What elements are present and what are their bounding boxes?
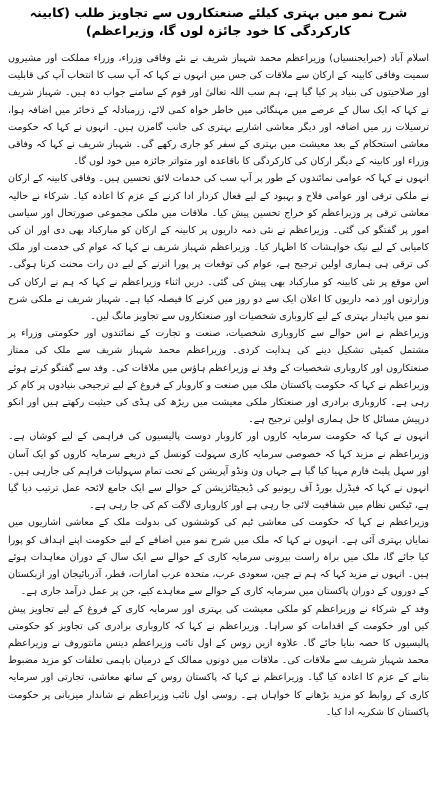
article-paragraph-3: وزیراعظم نے اس حوالے سے کاروباری شخصیات، صنعت و تجارت کے نمائندوں اور حکومتی وزراء پر مشتمل کمیٹی تشکیل دینے کی ہدایت کردی۔ وزیراعظم محمد شہباز شریف سے ملک کی ممتاز صنعتکاروں اور کاروباری شخصیات کے وفد نے وزیراعظم ہاؤس میں ملاقات کی۔ وفد سے گفتگو کرتے ہوئے وزیراعظم نے کہا کہ حکومت پاکستان ملک میں صنعت و کاروبار کے فروغ کے لیے ترجیحی بنیادوں پر کام کر رہی ہے۔ کاروباری برادری اور صنعتکار ملکی معیشت میں ریڑھ کی ہڈی کی حیثیت رکھتے ہیں اور انکو درپیش مسائل کا حل ہماری اولین ترجیح ہے۔ bbox=[8, 328, 429, 426]
article-paragraph-4: انہوں نے کہا کہ حکومت سرمایہ کاروں اور کاروبار دوست پالیسیوں کی فراہمی کے لیے کوشاں ہے۔ وزیراعظم نے مزید کہا کہ خصوصی سرمایہ کاری سہولت کونسل کے ذریعے سرمایہ کاروں کو ایک آسان اور سہل پلیٹ فارم مہیا کیا گیا ہے جہاں ون ونڈو آپریشن کے تحت تمام سہولیات فراہم کی جارہی ہیں۔ انہوں نے کہا کہ فیڈرل بورڈ آف ریونیو کی ڈیجیٹائزیشن کے حوالے سے ایک جامع لائحہ عمل ترتیب دیا گیا ہے، ٹیکس نظام میں شفافیت لائی جا رہی ہے اور کاروباری لاگت کم کی جا رہی ہے۔ bbox=[8, 431, 429, 512]
headline: شرح نمو میں بہتری کیلئے صنعتکاروں سے تجاویز طلب (کابینہ کارکردگی کا خود جائزہ لوں گا، وزیراعظم) bbox=[29, 5, 408, 38]
article-paragraph-5: وزیراعظم نے کہا کہ حکومت کی معاشی ٹیم کی کوششوں کی بدولت ملک کے معاشی اشاریوں میں نمایاں بہتری آئی ہے۔ انہوں نے کہا کہ ملک میں شرح نمو میں اضافے کے لیے حکومت اپنے اہداف کو پورا کیا جائے گا، ملک میں براہ راست بیرونی سرمایہ کاری کے حوالے سے ایک سال کے دوران معاہدات ہوئے ہیں۔ انہوں نے مزید کہا کہ ہم نے چین، سعودی عرب، متحدہ عرب امارات، قطر، آذربائیجان اور ازبکستان کے دوروں کے دوران پاکستان میں سرمایہ کاری کے حوالے سے معاہدے کیے، جن پر عمل درآمد جاری ہے۔ bbox=[8, 517, 429, 598]
article-paragraph-1: اسلام آباد (خبرایجنسیاں) وزیراعظم محمد شہباز شریف نے نئے وفاقی وزراء، وزراء مملکت اور مشیروں سمیت وفاقی کابینہ کے ارکان سے ملاقات کی جس میں انہوں نے کہا کہ آپ سب کا انتخاب آپ کی قابلیت اور صلاحیتوں کی بنیاد پر کیا گیا ہے، ہم سب اللہ تعالیٰ اور قوم کے سامنے جواب دہ ہیں۔ شہباز شریف نے کہا کہ ایک سال کے عرصے میں مہنگائی میں خاطر خواہ کمی لائے، زرمبادلہ کے ذخائر میں اضافہ ہوا، ترسیلات زر میں اضافہ اور دیگر معاشی اشاریے بہتری کی جانب گامزن ہیں۔ انہوں نے کہا کہ حکومت معاشی استحکام کے بعد معیشت میں بہتری کے سفر کو جاری رکھے گی۔ شہباز شریف نے کہا کہ وفاقی وزراء اور کابینہ کے دیگر ارکان کی کارکردگی کا باقاعدہ اور متواتر جائزہ میں خود لوں گا۔ bbox=[8, 53, 429, 168]
article-paragraph-6: وفد کے شرکاء نے وزیراعظم کو ملکی معیشت کی بہتری اور سرمایہ کاری کے فروغ کے لیے تجاویز پیش کیں اور حکومت کے اقدامات کو سراہا۔ وزیراعظم نے کہا کہ کاروباری برادری کی تجاویز کو حکومتی پالیسیوں کا حصہ بنایا جائے گا۔ علاوہ ازیں روس کے اول نائب وزیراعظم دینس مانتوروف نے وزیراعظم محمد شہباز شریف سے ملاقات کی۔ ملاقات میں دونوں ممالک کے درمیان باہمی تعلقات کو مزید مضبوط بنانے کے عزم کا اعادہ کیا گیا۔ وزیراعظم نے کہا کہ پاکستان روس کے ساتھ معاشی، تجارتی اور سرمایہ کاری کے روابط کو مزید بڑھانے کا خواہاں ہے۔ روسی اول نائب وزیراعظم نے شاندار میزبانی پر حکومت پاکستان کا شکریہ ادا کیا۔ bbox=[8, 603, 429, 718]
article-paragraph-2: انہوں نے کہا کہ عوامی نمائندوں کے طور پر آپ سب کی خدمات لائق تحسین ہیں۔ وفاقی کابینہ کے ارکان نے ملکی ترقی اور عوامی فلاح و بہبود کے لیے فعال کردار ادا کرنے کے عزم کا اعادہ کیا۔ شرکاء نے حالیہ معاشی ترقی پر وزیراعظم کو خراج تحسین پیش کیا۔ ملاقات میں ملکی مجموعی صورتحال اور سیاسی امور پر گفتگو کی گئی۔ وزیراعظم نے نئی ذمہ داریوں پر کابینہ کے ارکان کو مبارکباد بھی دی اور ان کی کامیابی کے لیے نیک خواہشات کا اظہار کیا۔ وزیراعظم شہباز شریف نے کہا کہ عوام کی خدمت اور ملک کی ترقی ہی ہماری اولین ترجیح ہے، عوام کی توقعات پر پورا اترنے کے لیے دن رات محنت کرنا ہوگی۔ اس موقع پر نئی کابینہ کو مبارکباد بھی پیش کی گئی۔ دریں اثناء وزیراعظم نے کہا کہ ہم نے ارکان کی وزارتوں اور ذمہ داریوں کا اعلان ایک سے دو روز میں کرنے کا فیصلہ کیا ہے۔ شہباز شریف نے ملکی شرح نمو میں پائیدار بہتری کے لیے کاروباری شخصیات اور صنعتکاروں سے تجاویز مانگ لیں۔ bbox=[8, 173, 429, 323]
article-body bbox=[8, 50, 429, 721]
